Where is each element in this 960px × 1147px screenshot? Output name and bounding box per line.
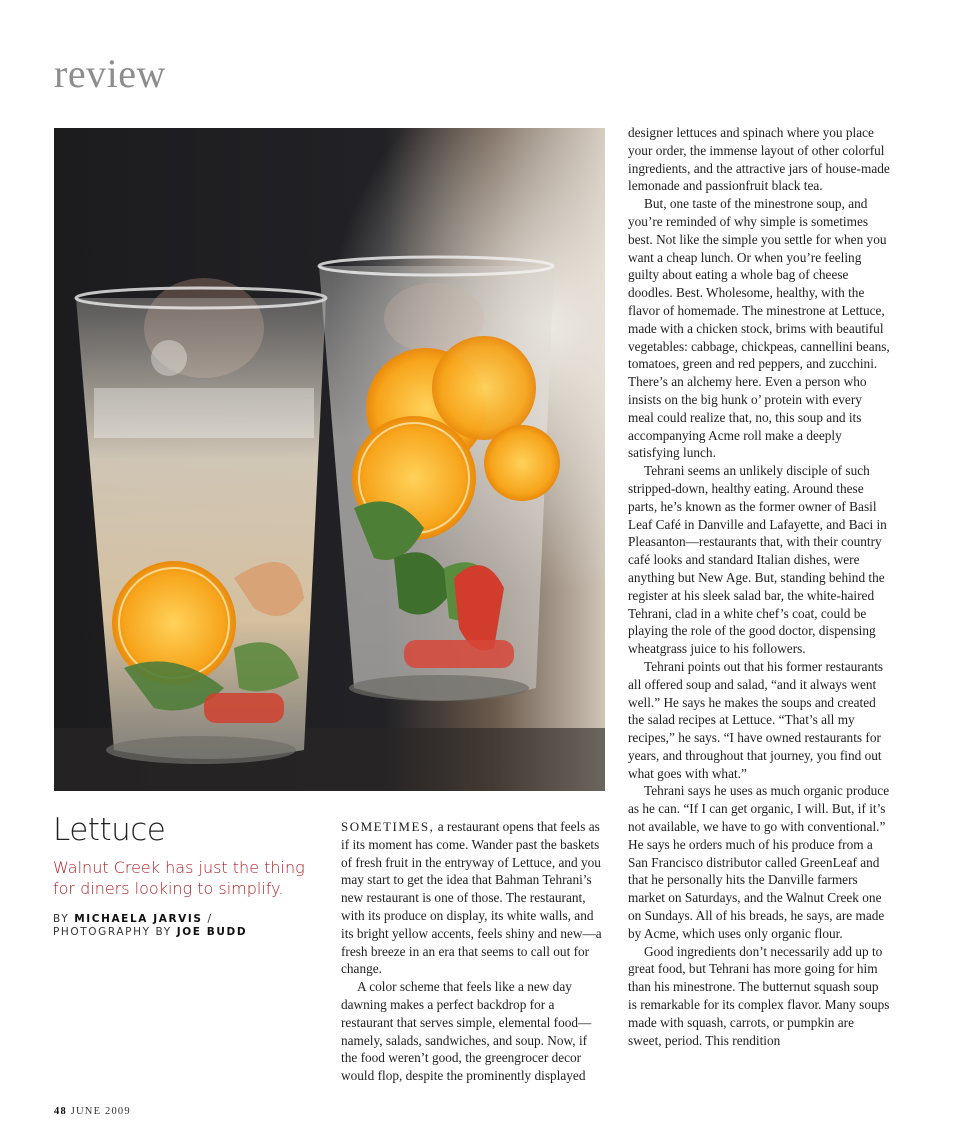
photo-label: PHOTOGRAPHY BY [53, 926, 172, 938]
paragraph-text: a restaurant opens that feels as if its moment has come. Wander past the baskets of fresh fruit in the entryway of Lettuce, and you may start to get the idea that Bahman Tehrani’s new restaurant is one of those. The restaurant, with its produce on display, its white walls, and its bright yellow accents, feels shiny and new—a fresh breeze in an era that seems to call out for change. [341, 819, 602, 977]
paragraph: designer lettuces and spinach where you place your order, the immense layout of other colorful ingredients, and the attractive jars of house-made lemonade and passionfruit black tea. [628, 125, 890, 194]
photographer-name: JOE BUDD [176, 926, 248, 938]
paragraph: But, one taste of the minestrone soup, and you’re reminded of why simple is sometimes best. Not like the simple you settle for when you want a cheap lunch. Or when you’re feeling guilty about eating a whole bag of cheese doodles. Best. Wholesome, healthy, with the flavor of homemade. The minestrone at Lettuce, made with a chicken stock, brims with beautiful vegetables: cabbage, chickpeas, cannellini beans, tomatoes, green and red peppers, and zucchini. There’s an alchemy here. Even a person who insists on the big hunk o’ protein with every meal could realize that, no, this soup and its accompanying Acme roll make a deeply satisfying lunch. [628, 196, 890, 461]
paragraph: Tehrani points out that his former restaurants all offered soup and salad, “and it always went well.” He says he makes the soups and created the salad recipes at Lettuce. “That’s all my recipes,” he says. “I have owned restaurants for years, and throughout that journey, you find out what goes with what.” [628, 658, 884, 781]
paragraph: Tehrani says he uses as much organic produce as he can. “If I can get organic, I will. But, if it’s not available, we have to go with conventional.” He says he orders much of his produce from a San Francisco distributor called GreenLeaf and that he personally hits the Danville farmers market on Saturdays, and the Walnut Creek one on Sundays. All of his breads, he says, are made by Acme, which uses only organic flour. [628, 783, 890, 941]
article-dek: Walnut Creek has just the thing for diners looking to simplify. [53, 858, 305, 898]
author-name: MICHAELA JARVIS [74, 913, 203, 925]
article-photo [54, 128, 605, 791]
section-label: review [54, 51, 166, 96]
page-number: 48 [54, 1106, 67, 1117]
issue-date: JUNE 2009 [70, 1106, 131, 1117]
byline [53, 913, 247, 939]
body-column-1 [341, 818, 603, 1085]
photographer-line [53, 926, 247, 939]
author-line [53, 913, 247, 926]
paragraph: Tehrani seems an unlikely disciple of such stripped-down, healthy eating. Around these parts, he’s known as the former owner of Basil Leaf Café in Danville and Lafayette, and Baci in Pleasanton—restaurants that, with their country café looks and standard Italian dishes, were anything but New Age. But, standing behind the register at his sleek salad bar, the white-haired Tehrani, clad in a white chef’s coat, could be playing the role of the good doctor, dispensing wheatgrass juice to his followers. [628, 463, 887, 657]
lead-in: SOMETIMES, [341, 819, 435, 834]
article-headline: Lettuce [53, 812, 166, 848]
by-label: BY [53, 913, 70, 925]
photo-illustration [54, 128, 605, 791]
paragraph [341, 818, 603, 978]
paragraph: A color scheme that feels like a new day dawning makes a perfect backdrop for a restaurant that serves simple, elemental food—namely, salads, sandwiches, and soup. Now, if the food weren’t good, the greengrocer decor would flop, despite the prominently displayed [341, 979, 592, 1084]
byline-separator: / [207, 913, 213, 925]
folio [54, 1106, 131, 1117]
paragraph: Good ingredients don’t necessarily add up to great food, but Tehrani has more going for him than his minestrone. The butternut squash soup is remarkable for its complex flavor. Many soups made with squash, carrots, or pumpkin are sweet, period. This rendition [628, 943, 890, 1048]
body-column-2 [628, 124, 890, 1049]
